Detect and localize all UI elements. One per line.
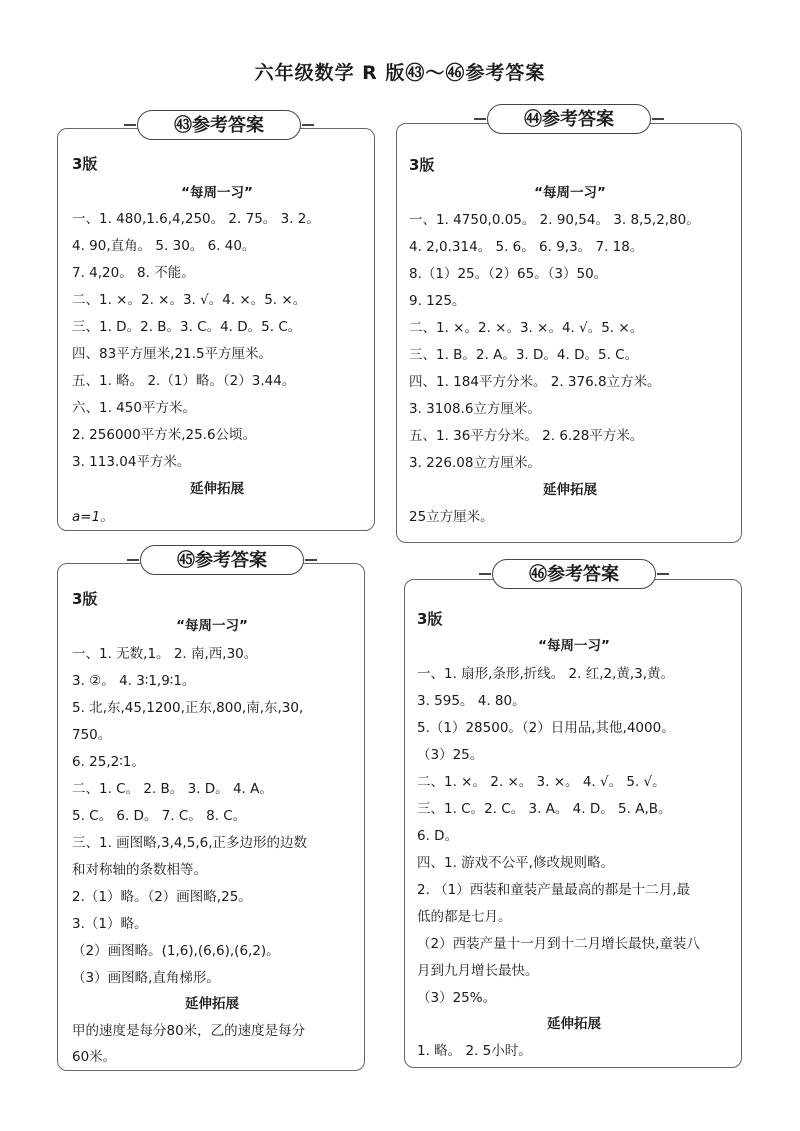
extension-title: 延伸拓展 (185, 996, 239, 1012)
answer-line: 2. （1）西装和童装产量最高的都是十二月,最 (417, 882, 691, 898)
card-subtitle: “每周一习” (534, 185, 606, 201)
answer-line: 750。 (72, 727, 112, 743)
answer-line: 四、1. 184平方分米。 2. 376.8立方米。 (409, 374, 661, 390)
extension-line: 25立方厘米。 (409, 509, 494, 525)
answer-line: 五、1. 略。 2.（1）略。（2）3.44。 (72, 373, 296, 389)
answer-card-44 (396, 123, 742, 543)
card-tag-43: ㊸参考答案 (137, 110, 301, 140)
answer-line: 7. 4,20。 8. 不能。 (72, 265, 195, 281)
answer-line: 五、1. 36平方分米。 2. 6.28平方米。 (409, 428, 644, 444)
answer-line: 6. D。 (417, 828, 459, 844)
card-subtitle: “每周一习” (538, 638, 610, 654)
answer-line: 三、1. 画图略,3,4,5,6,正多边形的边数 (72, 835, 307, 851)
answer-line: 三、1. C。2. C。 3. A。 4. D。 5. A,B。 (417, 801, 672, 817)
answer-line: 2. 256000平方米,25.6公顷。 (72, 427, 257, 443)
answer-line: 和对称轴的条数相等。 (72, 862, 207, 878)
answer-line: 2.（1）略。（2）画图略,25。 (72, 889, 252, 905)
card-version: 3版 (72, 590, 98, 608)
answer-line: （3）25。 (417, 747, 484, 763)
answer-line: （3）25%。 (417, 990, 497, 1006)
extension-title: 延伸拓展 (190, 481, 244, 497)
card-subtitle: “每周一习” (176, 618, 248, 634)
extension-title: 延伸拓展 (547, 1016, 601, 1032)
answer-line: 一、1. 无数,1。 2. 南,西,30。 (72, 646, 258, 662)
answer-line: 3. ②。 4. 3∶1,9∶1。 (72, 673, 196, 689)
extension-line: 60米。 (72, 1049, 117, 1065)
answer-line: 二、1. C。 2. B。 3. D。 4. A。 (72, 781, 273, 797)
answer-line: 月到九月增长最快。 (417, 963, 539, 979)
answer-line: 8.（1）25。（2）65。（3）50。 (409, 266, 608, 282)
card-tag-45: ㊺参考答案 (140, 545, 304, 575)
answer-line: 5. C。 6. D。 7. C。 8. C。 (72, 808, 247, 824)
answer-line: 4. 2,0.314。 5. 6。 6. 9,3。 7. 18。 (409, 239, 644, 255)
card-version: 3版 (72, 155, 98, 173)
answer-line: （2）画图略。(1,6),(6,6),(6,2)。 (72, 943, 280, 959)
answer-line: 二、1. ×。 2. ×。 3. ×。 4. √。 5. √。 (417, 774, 666, 790)
answer-line: 四、1. 游戏不公平,修改规则略。 (417, 855, 614, 871)
answer-line: 3. 595。 4. 80。 (417, 693, 526, 709)
answer-line: 3. 226.08立方厘米。 (409, 455, 541, 471)
answer-line: 3. 3108.6立方厘米。 (409, 401, 541, 417)
card-version: 3版 (409, 156, 435, 174)
answer-line: （3）画图略,直角梯形。 (72, 970, 220, 986)
card-tag-46: ㊻参考答案 (492, 559, 656, 589)
answer-card-46 (404, 579, 742, 1068)
extension-line: 甲的速度是每分80米，乙的速度是每分 (72, 1023, 306, 1039)
answer-line: 一、1. 扇形,条形,折线。 2. 红,2,黄,3,黄。 (417, 666, 675, 682)
answer-line: 一、1. 4750,0.05。 2. 90,54。 3. 8,5,2,80。 (409, 212, 700, 228)
answer-line: 四、83平方厘米,21.5平方厘米。 (72, 346, 273, 362)
answer-line: 3.（1）略。 (72, 916, 148, 932)
page-title: 六年级数学 R 版㊸～㊻参考答案 (254, 62, 546, 84)
card-tag-44: ㊹参考答案 (487, 104, 651, 134)
answer-card-43 (57, 128, 375, 531)
answer-line: 4. 90,直角。 5. 30。 6. 40。 (72, 238, 256, 254)
answer-line: 三、1. D。2. B。3. C。4. D。5. C。 (72, 319, 302, 335)
extension-title: 延伸拓展 (543, 482, 597, 498)
answer-line: 低的都是七月。 (417, 909, 512, 925)
answer-line: 三、1. B。2. A。3. D。4. D。5. C。 (409, 347, 639, 363)
answer-line: 9. 125。 (409, 293, 466, 309)
extension-line: a=1。 (72, 509, 114, 525)
answer-line: 5. 北,东,45,1200,正东,800,南,东,30, (72, 700, 304, 716)
answer-line: 二、1. ×。2. ×。3. ×。4. √。5. ×。 (409, 320, 644, 336)
extension-line: 1. 略。 2. 5小时。 (417, 1043, 532, 1059)
card-version: 3版 (417, 610, 443, 628)
answer-line: 六、1. 450平方米。 (72, 400, 196, 416)
answer-line: 6. 25,2∶1。 (72, 754, 145, 770)
answer-line: （2）西装产量十一月到十二月增长最快,童装八 (417, 936, 700, 952)
card-subtitle: “每周一习” (181, 185, 253, 201)
answer-line: 二、1. ×。2. ×。3. √。4. ×。5. ×。 (72, 292, 307, 308)
answer-line: 一、1. 480,1.6,4,250。 2. 75。 3. 2。 (72, 211, 320, 227)
answer-line: 5.（1）28500。（2）日用品,其他,4000。 (417, 720, 675, 736)
answer-line: 3. 113.04平方米。 (72, 454, 191, 470)
answer-card-45 (57, 563, 365, 1071)
